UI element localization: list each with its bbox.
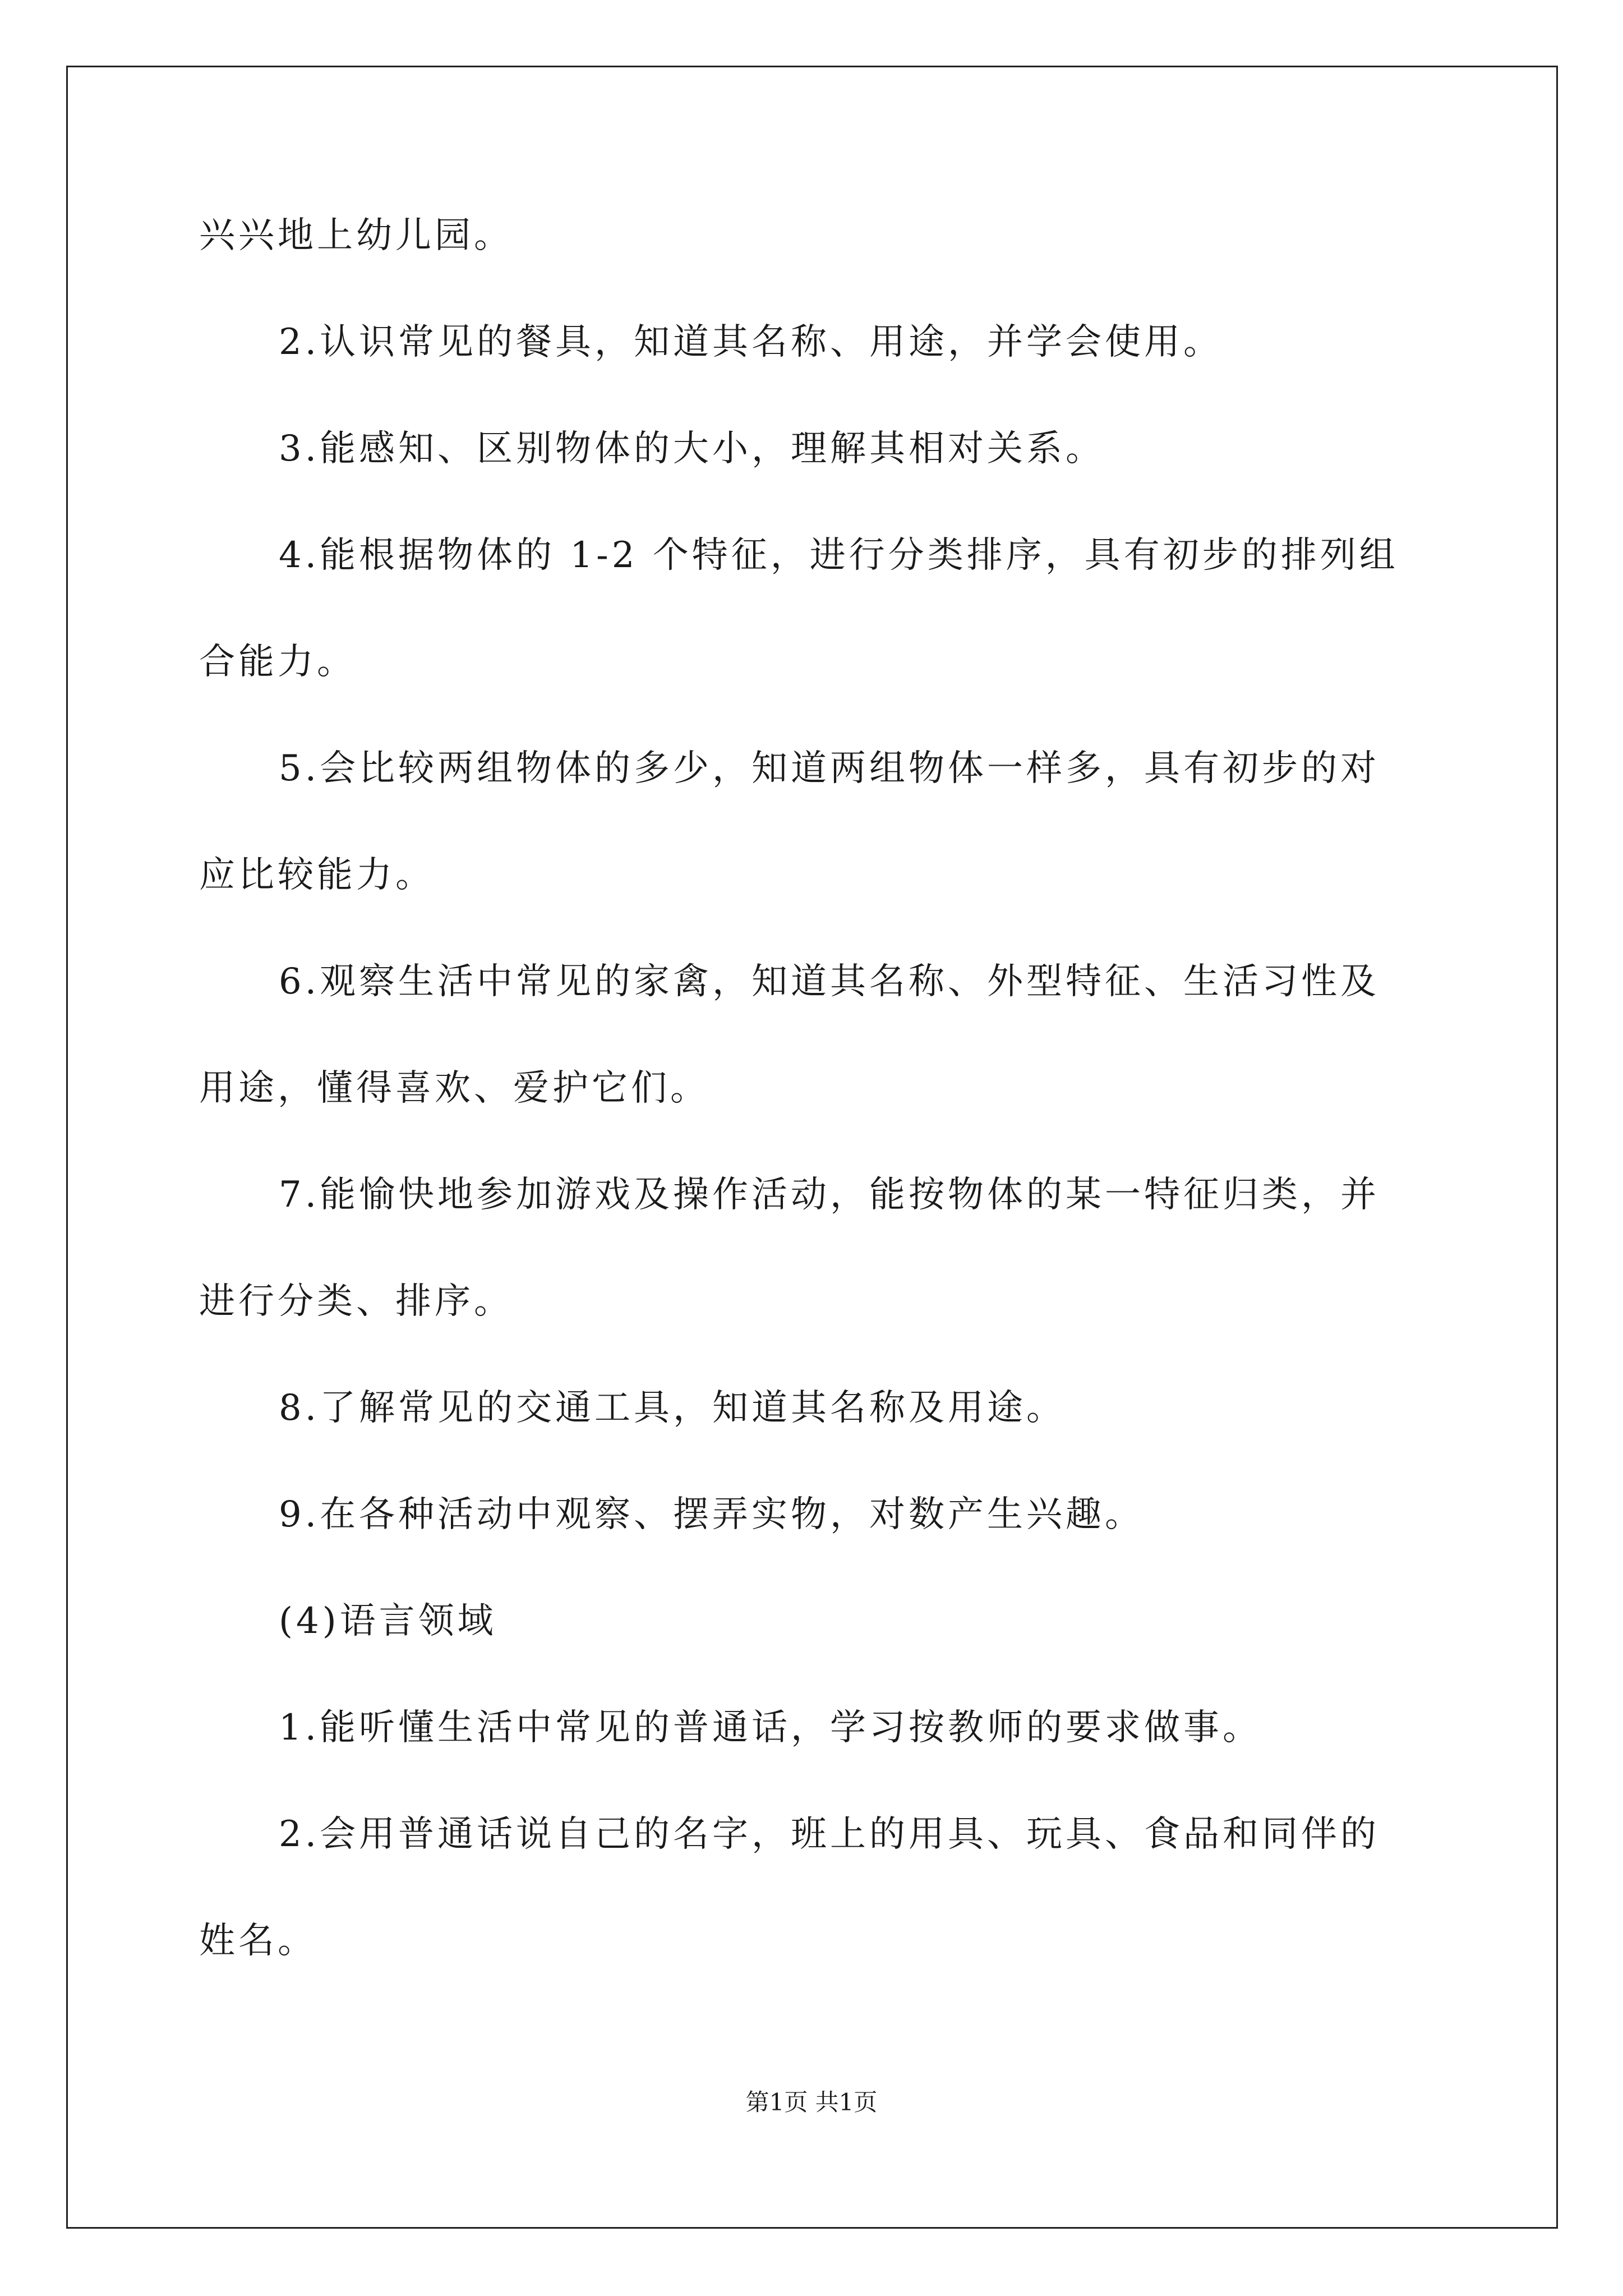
page-frame bbox=[66, 66, 1558, 2229]
paragraph-line: 兴兴地上幼儿园。 bbox=[199, 215, 513, 256]
page-number-footer: 第1页 共1页 bbox=[745, 2088, 878, 2116]
paragraph-line: 4.能根据物体的 1-2 个特征，进行分类排序，具有初步的排列组 bbox=[279, 535, 1399, 576]
paragraph-line: 9.在各种活动中观察、摆弄实物，对数产生兴趣。 bbox=[279, 1494, 1145, 1535]
paragraph-line: 1.能听懂生活中常见的普通话，学习按教师的要求做事。 bbox=[279, 1707, 1262, 1749]
paragraph-line: 进行分类、排序。 bbox=[199, 1281, 513, 1322]
paragraph-line: 8.了解常见的交通工具，知道其名称及用途。 bbox=[279, 1387, 1066, 1429]
paragraph-line: 姓名。 bbox=[199, 1920, 317, 1962]
paragraph-line: 3.能感知、区别物体的大小，理解其相对关系。 bbox=[279, 428, 1105, 470]
paragraph-line: 用途，懂得喜欢、爱护它们。 bbox=[199, 1068, 709, 1109]
paragraph-line: 应比较能力。 bbox=[199, 854, 435, 896]
paragraph-line: 合能力。 bbox=[199, 641, 356, 683]
paragraph-line: 7.能愉快地参加游戏及操作活动，能按物体的某一特征归类，并 bbox=[279, 1174, 1380, 1216]
paragraph-line: 2.会用普通话说自己的名字，班上的用具、玩具、食品和同伴的 bbox=[279, 1814, 1380, 1855]
paragraph-line: 6.观察生活中常见的家禽，知道其名称、外型特征、生活习性及 bbox=[279, 961, 1380, 1002]
section-heading: (4)语言领域 bbox=[279, 1600, 497, 1642]
paragraph-line: 5.会比较两组物体的多少，知道两组物体一样多，具有初步的对 bbox=[279, 748, 1380, 789]
paragraph-line: 2.认识常见的餐具，知道其名称、用途，并学会使用。 bbox=[279, 321, 1223, 363]
